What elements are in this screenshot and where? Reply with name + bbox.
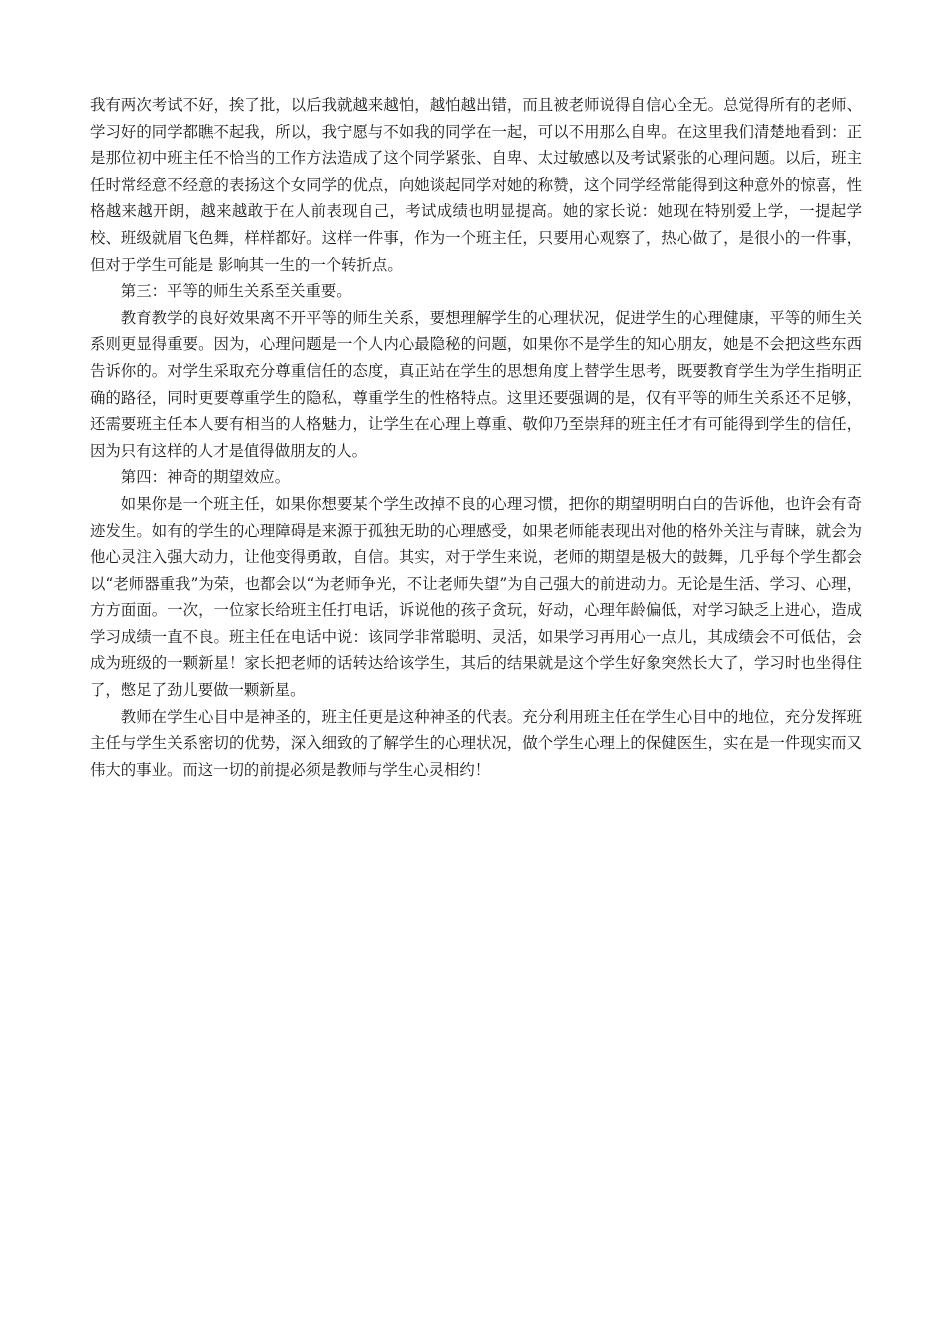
section-heading-3: 第三：平等的师生关系至关重要。: [120, 282, 352, 301]
body-paragraph-1: 我有两次考试不好，挨了批，以后我就越来越怕，越怕越出错，而且被老师说得自信心全无。总觉得所有的老师、学习好的同学都瞧不起我，所以，我宁愿与不如我的同学在一起，可以不用那么自卑。在这里我们清楚地看到：正是那位初中班主任不恰当的工作方法造成了这个同学紧张、自卑、太过敏感以及考试紧张的心理问题。以后，班主任时常经意不经意的表扬这个女同学的优点，向她谈起同学对她的称赞，这个同学经常能得到这种意外的惊喜，性格越来越开朗，越来越敢于在人前表现自己，考试成绩也明显提高。她的家长说：她现在特别爱上学，一提起学校、班级就眉飞色舞，样样都好。这样一件事，作为一个班主任，只要用心观察了，热心做了，是很小的一件事，但对于学生可能是 影响其一生的一个转折点。: [90, 96, 862, 274]
section-heading-4: 第四：神奇的期望效应。: [120, 468, 291, 487]
body-paragraph-2: 教育教学的良好效果离不开平等的师生关系，要想理解学生的心理状况，促进学生的心理健康，平等的师生关系则更显得重要。因为，心理问题是一个人内心最隐秘的问题，如果你不是学生的知心朋友，她是不会把这些东西告诉你的。对学生采取充分尊重信任的态度，真正站在学生的思想角度上替学生思考，既要教育学生为学生指明正确的路径，同时更要尊重学生的隐私，尊重学生的性格特点。这里还要强调的是，仅有平等的师生关系还不足够，还需要班主任本人要有相当的人格魅力，让学生在心理上尊重、敬仰乃至崇拜的班主任才有可能得到学生的信任，因为只有这样的人才是值得做朋友的人。: [90, 308, 862, 460]
document-page: [90, 92, 862, 783]
body-paragraph-4: 教师在学生心目中是神圣的，班主任更是这种神圣的代表。充分利用班主任在学生心目中的地位，充分发挥班主任与学生关系密切的优势，深入细致的了解学生的心理状况，做个学生心理上的保健医生，实在是一件现实而又伟大的事业。而这一切的前提必须是教师与学生心灵相约！: [90, 707, 862, 779]
body-paragraph-3: 如果你是一个班主任，如果你想要某个学生改掉不良的心理习惯，把你的期望明明白白的告诉他，也许会有奇迹发生。如有的学生的心理障碍是来源于孤独无助的心理感受，如果老师能表现出对他的格外关注与青睐，就会为他心灵注入强大动力，让他变得勇敢，自信。其实，对于学生来说，老师的期望是极大的鼓舞，几乎每个学生都会以“老师器重我”为荣，也都会以“为老师争光，不让老师失望”为自己强大的前进动力。无论是生活、学习、心理，方方面面。一次，一位家长给班主任打电话，诉说他的孩子贪玩，好动，心理年龄偏低，对学习缺乏上进心，造成学习成绩一直不良。班主任在电话中说：该同学非常聪明、灵活，如果学习再用心一点儿，其成绩会不可低估，会成为班级的一颗新星！家长把老师的话转达给该学生，其后的结果就是这个学生好象突然长大了，学习时也坐得住了，憋足了劲儿要做一颗新星。: [90, 494, 862, 700]
